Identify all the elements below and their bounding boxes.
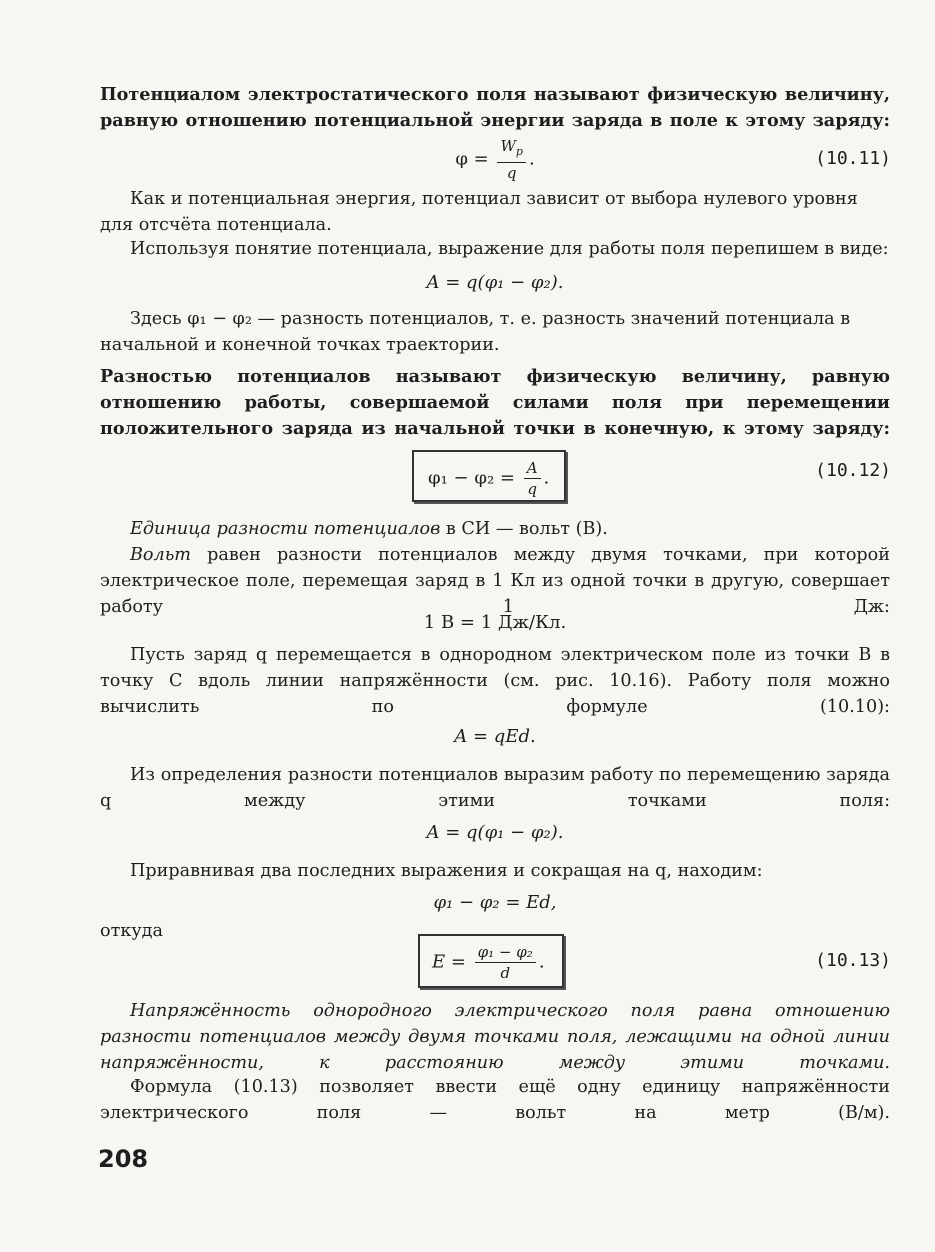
eq1-denominator: q (506, 164, 517, 182)
eq2-tail: . (543, 467, 550, 489)
paragraph-whence: откуда (100, 921, 163, 941)
eq2-number: (10.12) (815, 460, 891, 481)
paragraph-rewrite: Используя понятие потенциала, выражение для работы поля перепишем в виде: (130, 239, 889, 259)
eq2-fraction (524, 458, 541, 499)
paragraph-unit (100, 516, 890, 542)
paragraph-volt (100, 542, 890, 620)
eq1-tail: . (528, 148, 535, 170)
eq1-fraction (497, 136, 525, 183)
eq3-tail: . (538, 951, 545, 973)
equation-work-2: A = q(φ₁ − φ₂). (426, 822, 564, 843)
volt-term: Вольт (130, 545, 191, 565)
unit-term: Единица разности потенциалов (130, 519, 441, 539)
equation-volt: 1 В = 1 Дж/Кл. (423, 612, 567, 633)
paragraph-express: Из определения разности потенциалов выразим работу по перемещению заряда q между этими точками поля: (100, 765, 890, 811)
equation-ed: φ₁ − φ₂ = Ed, (433, 892, 557, 913)
eq1-lhs: φ = (455, 148, 495, 170)
eq1-numerator-sub: p (515, 145, 523, 158)
paragraph-statement: Напряжённость однородного электрического поля равна отношению разности потенциалов между двумя точками поля, лежащими на одной линии напряжённости, к расстоянию между этими точками. (100, 1001, 890, 1073)
unit-rest: в СИ — вольт (В). (440, 519, 608, 539)
eq3-lhs: E = (432, 951, 472, 973)
paragraph-here: Здесь φ₁ − φ₂ — разность потенциалов, т. е. разность значений потенциала в начальной и конечной точках траектории. (100, 309, 851, 355)
equation-work-1: A = q(φ₁ − φ₂). (426, 272, 564, 293)
paragraph-move: Пусть заряд q перемещается в однородном электрическом поле из точки B в точку C вдоль линии напряжённости (см. рис. 10.16). Работу поля можно вычислить по формуле (10.10): (100, 645, 890, 717)
definition-potential-difference: Разностью потенциалов называют физическую величину, равную отношению работы, совершаемой силами поля при перемещении положительного заряда из начальной точки в конечную, к этому заряду: (100, 366, 890, 439)
paragraph-formula: Формула (10.13) позволяет ввести ещё одну единицу напряжённости электрического поля — вольт на метр (В/м). (100, 1077, 890, 1123)
equation-qed: A = qEd. (454, 726, 536, 747)
boxed-equation-10-12 (412, 450, 566, 502)
eq2-numerator: A (524, 458, 541, 479)
volt-rest: равен разности потенциалов между двумя точками, при которой электрическое поле, перемещая заряд в 1 Кл из одной точки в другую, совершает работу 1 Дж: (100, 545, 890, 617)
eq3-numerator: φ₁ − φ₂ (475, 942, 536, 963)
definition-potential: Потенциалом электростатического поля называют физическую величину, равную отношению потенциальной энергии заряда в поле к этому заряду: (100, 84, 890, 131)
eq3-denominator: d (500, 964, 511, 982)
eq2-lhs: φ₁ − φ₂ = (428, 467, 521, 489)
eq2-denominator: q (527, 480, 537, 498)
eq1-numerator: W (500, 137, 516, 155)
equation-10-11 (100, 136, 890, 183)
boxed-equation-10-13 (418, 934, 564, 988)
page-number: 208 (98, 1145, 149, 1173)
eq3-number: (10.13) (815, 950, 891, 971)
paragraph-zero-level: Как и потенциальная энергия, потенциал зависит от выбора нулевого уровня для отсчёта потенциала. (100, 189, 858, 235)
eq1-number: (10.11) (815, 148, 891, 169)
paragraph-equate: Приравнивая два последних выражения и сокращая на q, находим: (130, 861, 763, 881)
eq3-fraction (475, 942, 536, 983)
